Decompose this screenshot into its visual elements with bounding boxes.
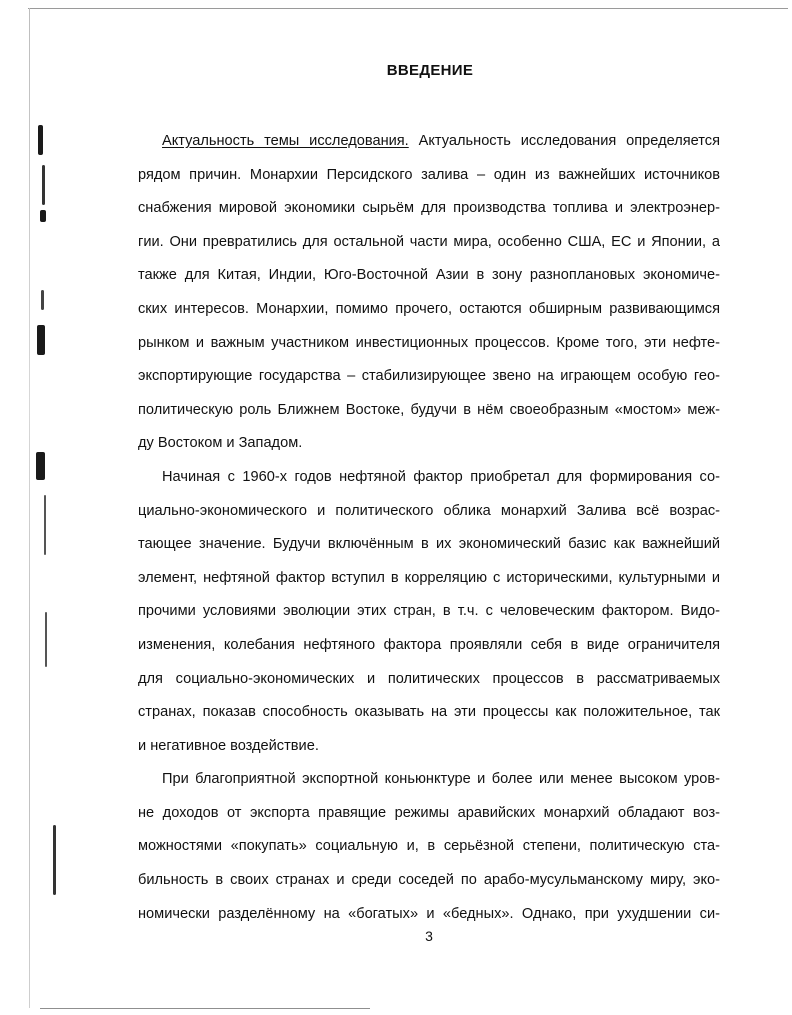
paragraph-2-line: для социально-экономических и политических процессов в рассматриваемых	[138, 670, 720, 687]
binding-mark	[37, 325, 45, 355]
paragraph-1-line: политическую роль Ближнем Востоке, будучи в нём своеобразным «мостом» меж-	[138, 401, 720, 418]
paragraph-2-line: изменения, колебания нефтяного фактора проявляли себя в виде ограничителя	[138, 636, 720, 653]
paragraph-1-line: рядом причин. Монархии Персидского залива – один из важнейших источников	[138, 166, 720, 183]
paragraph-2-line: и негативное воздействие.	[138, 737, 319, 754]
page-number: 3	[425, 928, 433, 944]
paragraph-1-line: рынком и важным участником инвестиционных процессов. Кроме того, эти нефте-	[138, 334, 720, 351]
paragraph-1-line: экспортирующие государства – стабилизирующее звено на играющем особую гео-	[138, 368, 720, 385]
binding-mark	[41, 290, 44, 310]
binding-mark	[45, 612, 47, 667]
binding-mark	[42, 165, 45, 205]
paragraph-3-line: можностями «покупать» социальную и, в серьёзной степени, политическую ста-	[138, 838, 720, 855]
scan-edge-top	[28, 8, 788, 9]
paragraph-3-line: номически разделённому на «богатых» и «бедных». Однако, при ухудшении си-	[138, 905, 720, 922]
paragraph-1-line: ских интересов. Монархии, помимо прочего, остаются обширным развивающимся	[138, 300, 720, 317]
paragraph-1-line: также для Китая, Индии, Юго-Восточной Азии в зону разноплановых экономиче-	[138, 267, 720, 284]
paragraph-2-line: Начиная с 1960-х годов нефтяной фактор приобретал для формирования со-	[162, 468, 720, 485]
section-label: Актуальность темы исследования.	[162, 133, 409, 149]
scan-edge-bottom	[40, 1008, 370, 1009]
scan-edge-left	[29, 8, 30, 1008]
paragraph-2-line: циально-экономического и политического облика монархий Залива всё возрас-	[138, 502, 720, 519]
binding-mark	[38, 125, 43, 155]
paragraph-2-line: странах, показав способность оказывать на эти процессы как положительное, так	[138, 704, 720, 721]
paragraph-3-line: При благоприятной экспортной коньюнктуре и более или менее высоком уров-	[162, 771, 720, 788]
paragraph-1-line: гии. Они превратились для остальной части мира, особенно США, ЕС и Японии, а	[138, 233, 720, 250]
paragraph-3-line: бильность в своих странах и среди соседей по арабо-мусульманскому миру, эко-	[138, 872, 720, 889]
binding-mark	[44, 495, 46, 555]
binding-mark	[40, 210, 46, 222]
body-text	[138, 125, 720, 931]
paragraph-3-line: не доходов от экспорта правящие режимы аравийских монархий обладают воз-	[138, 804, 720, 821]
paragraph-2-line: тающее значение. Будучи включённым в их экономический базис как важнейший	[138, 536, 720, 553]
paragraph-1-line	[138, 125, 720, 159]
binding-mark	[36, 452, 45, 480]
paragraph-1-line: снабжения мировой экономики сырьём для производства топлива и электроэнер-	[138, 200, 720, 217]
paragraph-1-line: ду Востоком и Западом.	[138, 435, 303, 452]
paragraph-2-line: элемент, нефтяной фактор вступил в корреляцию с историческими, культурными и	[138, 569, 720, 586]
page-title: ВВЕДЕНИЕ	[386, 62, 474, 79]
paragraph-1-text: Актуальность исследования определяется	[408, 133, 721, 149]
binding-mark	[53, 825, 56, 895]
paragraph-2-line: прочими условиями эволюции этих стран, в т.ч. с человеческим фактором. Видо-	[138, 603, 720, 620]
